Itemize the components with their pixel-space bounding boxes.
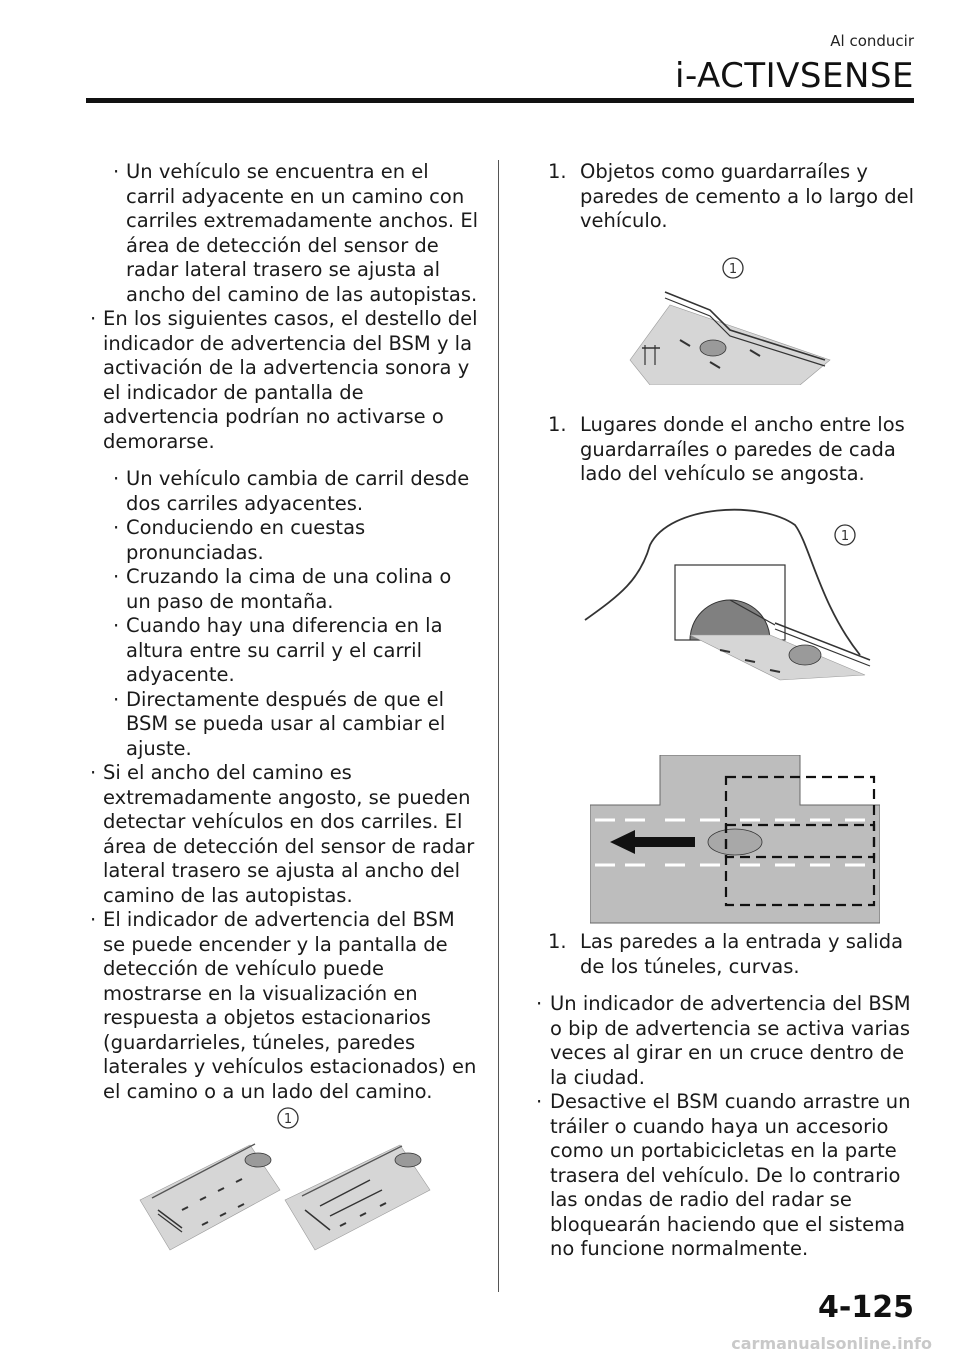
page-number: 4-125	[818, 1290, 914, 1325]
bullet-text: El indicador de advertencia del BSM se puede encender y la pantalla de detección de vehículo puede mostrarse en la visualización en respuesta a objetos estacionarios (guardarrieles, túneles, paredes laterales y vehículos estacionados) en el camino o a un lado del camino.	[103, 908, 477, 1103]
bullet-sub-after-setting: · Directamente después de que el BSM se pueda usar al cambiar el ajuste.	[113, 687, 446, 760]
header-rule	[86, 98, 914, 103]
chapter-title: i-ACTIVSENSE	[675, 56, 914, 96]
bullet-text: Cruzando la cima de una colina o un paso de montaña.	[126, 565, 452, 613]
footer-watermark: carmanualsonline.info	[731, 1334, 932, 1353]
bullet-delayed-warning: · En los siguientes casos, el destello del indicador de advertencia del BSM y la activación de la advertencia sonora y el indicador de pantalla de advertencia podrían no activarse o demorarse.	[90, 307, 478, 453]
bullet-sub-steep-slopes: · Conduciendo en cuestas pronunciadas.	[113, 516, 366, 564]
bullet-sub-height-difference: · Cuando hay una diferencia en la altura entre su carril y el carril adyacente.	[113, 614, 443, 686]
guardrail-along-road-illustration	[620, 250, 840, 385]
numbered-item-text: Las paredes a la entrada y salida de los túneles, curvas.	[580, 930, 904, 978]
road-with-guardrails-left	[140, 1144, 280, 1250]
numbered-item-guardrails: 1. Objetos como guardarraíles y paredes de cemento a lo largo del vehículo.	[548, 160, 915, 232]
bullet-sub-wide-lanes: · Un vehículo se encuentra en el carril adyacente en un camino con carriles extremadamente anchos. El área de detección del sensor de radar lateral trasero se ajusta al ancho del camino de las autopistas.	[113, 160, 479, 306]
bullet-intersection-turn: · Un indicador de advertencia del BSM o bip de advertencia se activa varias veces al girar en un cruce dentro de la ciudad.	[536, 992, 911, 1089]
bullet-disable-trailer: · Desactive el BSM cuando arrastre un tráiler o cuando haya un accesorio como un portabicicletas en la parte trasera del vehículo. De lo contrario las ondas de radio del radar se bloquearán haciendo que el sistema no funcione normalmente.	[536, 1090, 911, 1260]
right-column	[530, 160, 920, 234]
left-column	[90, 160, 480, 1104]
column-divider	[498, 160, 499, 1292]
right-column-part-2	[530, 413, 920, 487]
tunnel-entrance-illustration	[580, 505, 880, 685]
road-with-guardrails-right	[285, 1145, 430, 1250]
bullet-text: Directamente después de que el BSM se pueda usar al cambiar el ajuste.	[126, 687, 446, 760]
numbered-item-tunnels: 1. Las paredes a la entrada y salida de los túneles, curvas.	[548, 930, 904, 978]
lane-change-detection-diagram	[590, 755, 880, 925]
bullet-text: Cuando hay una diferencia en la altura entre su carril y el carril adyacente.	[126, 614, 443, 686]
bullet-narrow-road: · Si el ancho del camino es extremadamente angosto, se pueden detectar vehículos en dos carriles. El área de detección del sensor de radar lateral trasero se ajusta al ancho del camino de las autopistas.	[90, 761, 475, 907]
section-label: Al conducir	[830, 32, 914, 50]
bullet-sub-lane-change: · Un vehículo cambia de carril desde dos carriles adyacentes.	[113, 467, 470, 515]
stationary-objects-illustration	[130, 1100, 450, 1260]
bullet-text: Un vehículo cambia de carril desde dos carriles adyacentes.	[126, 467, 470, 515]
bullet-text: En los siguientes casos, el destello del indicador de advertencia del BSM y la activación de la advertencia sonora y el indicador de pantalla de advertencia podrían no activarse o demorarse.	[103, 307, 478, 453]
numbered-item-text: Objetos como guardarraíles y paredes de cemento a lo largo del vehículo.	[580, 160, 915, 232]
numbered-item-text: Lugares donde el ancho entre los guardarraíles o paredes de cada lado del vehículo se angosta.	[580, 413, 905, 485]
bullet-text: Un indicador de advertencia del BSM o bip de advertencia se activa varias veces al girar en un cruce dentro de la ciudad.	[550, 992, 911, 1089]
bullet-text: Conduciendo en cuestas pronunciadas.	[126, 516, 366, 564]
right-column-part-3	[530, 930, 920, 1262]
bullet-text: Un vehículo se encuentra en el carril adyacente en un camino con carriles extremadamente anchos. El área de detección del sensor de radar lateral trasero se ajusta al ancho del camino de las autopistas.	[126, 160, 479, 306]
callout-number: 1	[283, 1112, 293, 1127]
bullet-text: Si el ancho del camino es extremadamente angosto, se pueden detectar vehículos en dos carriles. El área de detección del sensor de radar lateral trasero se ajusta al ancho del camino de las autopistas.	[103, 761, 475, 907]
bullet-sub-hill-crest: · Cruzando la cima de una colina o un paso de montaña.	[113, 565, 452, 613]
bullet-text: Desactive el BSM cuando arrastre un tráiler o cuando haya un accesorio como un portabicicletas en la parte trasera del vehículo. De lo contrario las ondas de radio del radar se bloquearán haciendo que el sistema no funcione normalmente.	[550, 1090, 911, 1260]
bullet-stationary-objects: · El indicador de advertencia del BSM se puede encender y la pantalla de detección de vehículo puede mostrarse en la visualización en respuesta a objetos estacionarios (guardarrieles, túneles, paredes laterales y vehículos estacionados) en el camino o a un lado del camino.	[90, 908, 477, 1103]
callout-number: 1	[728, 262, 738, 277]
callout-number: 1	[840, 529, 850, 544]
numbered-item-narrowing: 1. Lugares donde el ancho entre los guardarraíles o paredes de cada lado del vehículo se angosta.	[548, 413, 905, 485]
